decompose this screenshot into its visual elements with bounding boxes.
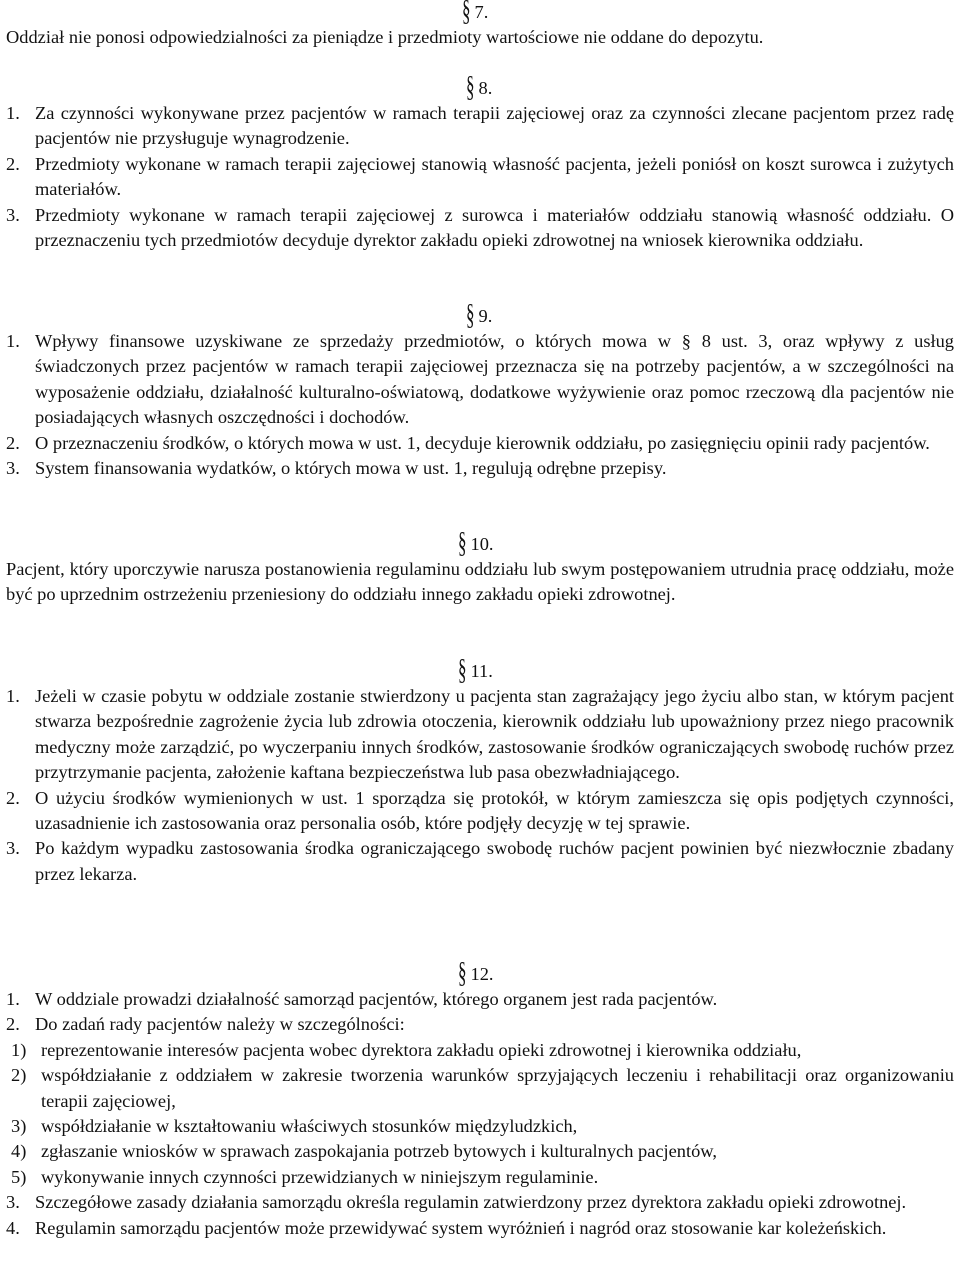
section-sign-icon: § — [466, 297, 475, 332]
paragraph: Pacjent, który uporczywie narusza postanowienia regulaminu oddziału lub swym postępowaniem utrudnia pracę oddziału, może być po uprzednim ostrzeżeniu przeniesiony do oddziału innego zakładu opieki zdrowotnej. — [6, 559, 954, 605]
section-number: 7. — [474, 2, 489, 22]
list-item — [6, 456, 954, 481]
section-9-body — [6, 329, 954, 481]
item-text: Do zadań rady pacjentów należy w szczególności: — [35, 1014, 405, 1035]
item-number: 2. — [6, 432, 20, 453]
list-item — [6, 1012, 954, 1037]
item-text: Jeżeli w czasie pobytu w oddziale zostanie stwierdzony u pacjenta stan zagrażający jego życiu albo stan, w którym pacjent stwarza bezpośrednie zagrożenie życia lub zdrowia otoczenia, kierownik oddziału lub upoważniony przez niego pracownik medyczny może zarządzić, po wyczerpaniu innych środków, zastosowanie środków ograniczających swobodę ruchów przez przytrzymanie pacjenta, założenie kaftana bezpieczeństwa lub pasa obezwładniającego. — [35, 686, 954, 783]
section-number: 9. — [478, 306, 493, 326]
section-heading-11 — [458, 652, 493, 687]
list-item — [6, 684, 954, 786]
list-item — [6, 329, 954, 431]
section-sign-icon: § — [462, 0, 471, 28]
section-heading-12 — [458, 955, 494, 990]
section-heading-10 — [458, 525, 494, 560]
item-text: Przedmioty wykonane w ramach terapii zajęciowej z surowca i materiałów oddziału stanowią własność oddziału. O przeznaczeniu tych przedmiotów decyduje dyrektor zakładu opieki zdrowotnej na wniosek kierownika oddziału. — [35, 204, 954, 251]
subitem-number: 3) — [11, 1116, 27, 1137]
section-11-body — [6, 684, 954, 887]
item-number: 4. — [6, 1217, 20, 1238]
item-number: 2. — [6, 153, 20, 174]
section-number: 11. — [470, 661, 493, 681]
section-sign-icon: § — [458, 525, 467, 560]
list-item — [6, 203, 954, 254]
item-text: Szczegółowe zasady działania samorządu określa regulamin zatwierdzony przez dyrektora zakładu opieki zdrowotnej. — [35, 1192, 907, 1213]
section-number: 8. — [478, 78, 493, 98]
section-12-body — [6, 987, 954, 1241]
section-sign-icon: § — [458, 955, 467, 990]
item-text: Wpływy finansowe uzyskiwane ze sprzedaży przedmiotów, o których mowa w § 8 ust. 3, oraz wpływy z usług świadczonych przez pacjentów w ramach terapii zajęciowej przeznacza się na potrzeby pacjentów, a w szczególności na wyposażenie oddziału, działalność kulturalno-oświatową, dodatkowe wyżywienie oraz pomoc rzeczową dla pacjentów nie posiadających własnych oszczędności i dochodów. — [35, 331, 954, 428]
sub-list-item — [6, 1038, 954, 1063]
sub-list-item — [6, 1114, 954, 1139]
list-item — [6, 786, 954, 837]
section-number: 10. — [470, 534, 494, 554]
subitem-number: 4) — [11, 1141, 27, 1162]
item-number: 1. — [6, 686, 20, 706]
section-heading-7 — [462, 0, 489, 28]
subitem-text: zgłaszanie wniosków w sprawach zaspokajania potrzeb bytowych i kulturalnych pacjentów, — [41, 1141, 717, 1162]
sub-list-item — [6, 1063, 954, 1114]
item-number: 1. — [6, 331, 20, 351]
item-text: Regulamin samorządu pacjentów może przewidywać system wyróżnień i nagród oraz stosowanie kar koleżeńskich. — [35, 1217, 887, 1238]
subitem-number: 2) — [11, 1065, 27, 1086]
item-number: 2. — [6, 787, 20, 808]
item-text: O użyciu środków wymienionych w ust. 1 sporządza się protokół, w którym zamieszcza się opis podjętych czynności, uzasadnienie ich zastosowania oraz personalia osób, które podjęły decyzję w tej sprawie. — [35, 787, 954, 834]
subitem-text: wykonywanie innych czynności przewidzianych w niniejszym regulaminie. — [41, 1166, 599, 1187]
list-item — [6, 1216, 954, 1241]
item-number: 3. — [6, 1192, 20, 1213]
item-text: Za czynności wykonywane przez pacjentów w ramach terapii zajęciowej oraz za czynności zlecane pacjentom przez radę pacjentów nie przysługuje wynagrodzenie. — [35, 103, 954, 149]
section-10-body — [6, 557, 954, 608]
section-number: 12. — [470, 964, 494, 984]
section-sign-icon: § — [458, 652, 467, 687]
item-text: Po każdym wypadku zastosowania środka ograniczającego swobodę ruchów pacjent powinien być niezwłocznie zbadany przez lekarza. — [35, 838, 954, 884]
item-text: System finansowania wydatków, o których mowa w ust. 1, regulują odrębne przepisy. — [35, 458, 667, 479]
subitem-number: 5) — [11, 1166, 27, 1187]
item-text: W oddziale prowadzi działalność samorząd pacjentów, którego organem jest rada pacjentów. — [35, 989, 718, 1009]
list-item — [6, 152, 954, 203]
subitem-number: 1) — [11, 1039, 27, 1060]
subitem-text: reprezentowanie interesów pacjenta wobec dyrektora zakładu opieki zdrowotnej i kierownika oddziału, — [41, 1039, 802, 1060]
item-text: Przedmioty wykonane w ramach terapii zajęciowej stanowią własność pacjenta, jeżeli poniósł on koszt surowca i zużytych materiałów. — [35, 153, 954, 200]
list-item — [6, 987, 954, 1012]
item-number: 3. — [6, 458, 20, 479]
item-number: 3. — [6, 838, 20, 859]
item-number: 2. — [6, 1014, 20, 1035]
list-item — [6, 836, 954, 887]
item-text: O przeznaczeniu środków, o których mowa w ust. 1, decyduje kierownik oddziału, po zasięgnięciu opinii rady pacjentów. — [35, 432, 930, 453]
sub-list-item — [6, 1139, 954, 1164]
sub-list-item — [6, 1165, 954, 1190]
section-sign-icon: § — [466, 69, 475, 104]
paragraph: Oddział nie ponosi odpowiedzialności za pieniądze i przedmioty wartościowe nie oddane do depozytu. — [6, 27, 764, 47]
list-item — [6, 1190, 954, 1215]
section-7-body — [6, 25, 954, 50]
list-item — [6, 101, 954, 152]
item-number: 1. — [6, 103, 20, 123]
item-number: 3. — [6, 204, 20, 225]
subitem-text: współdziałanie w kształtowaniu właściwych stosunków międzyludzkich, — [41, 1116, 578, 1137]
section-heading-9 — [466, 297, 493, 332]
subitem-text: współdziałanie z oddziałem w zakresie tworzenia warunków sprzyjających leczeniu i rehabilitacji oraz organizowaniu terapii zajęciowej, — [41, 1065, 954, 1111]
item-number: 1. — [6, 989, 20, 1009]
section-8-body — [6, 101, 954, 253]
list-item — [6, 431, 954, 456]
section-heading-8 — [466, 69, 493, 104]
